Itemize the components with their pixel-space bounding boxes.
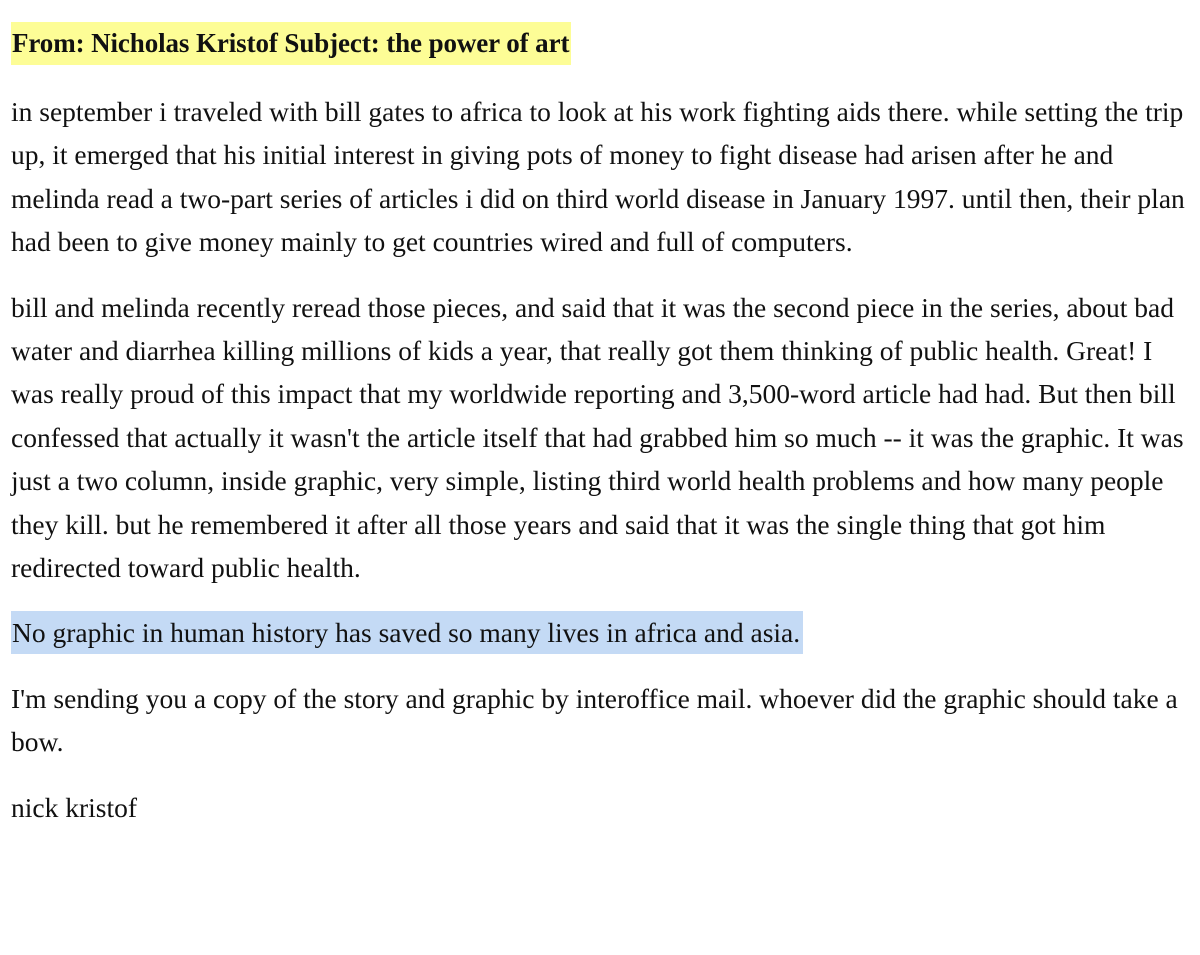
email-paragraph-2: bill and melinda recently reread those pieces, and said that it was the second piece in the series, about bad water and diarrhea killing millions of kids a year, that really got them thinking of public health. Great! I was really proud of this impact that my worldwide reporting and 3,500-word article had had. But then bill confessed that actually it wasn't the article itself that had grabbed him so much -- it was the graphic. It was just a two column, inside graphic, very simple, listing third world health problems and how many people they kill. but he remembered it after all those years and said that it was the single thing that got him redirected toward public health. xyxy=(11,291,1184,584)
closing-paragraph: I'm sending you a copy of the story and graphic by interoffice mail. whoever did the graphic should take a bow. xyxy=(11,682,1178,758)
highlighted-sentence: No graphic in human history has saved so many lives in africa and asia. xyxy=(11,611,803,654)
email-paragraph-1: in september i traveled with bill gates to africa to look at his work fighting aids there. while setting the trip up, it emerged that his initial interest in giving pots of money to fight disease had arisen after he and melinda read a two-part series of articles i did on third world disease in January 1997. until then, their plan had been to give money mainly to get countries wired and full of computers. xyxy=(11,96,1185,258)
highlighted-sentence-paragraph xyxy=(11,611,1191,654)
email-subject-line: From: Nicholas Kristof Subject: the power of art xyxy=(11,22,571,65)
signature: nick kristof xyxy=(11,791,138,823)
email-body xyxy=(11,22,1191,829)
